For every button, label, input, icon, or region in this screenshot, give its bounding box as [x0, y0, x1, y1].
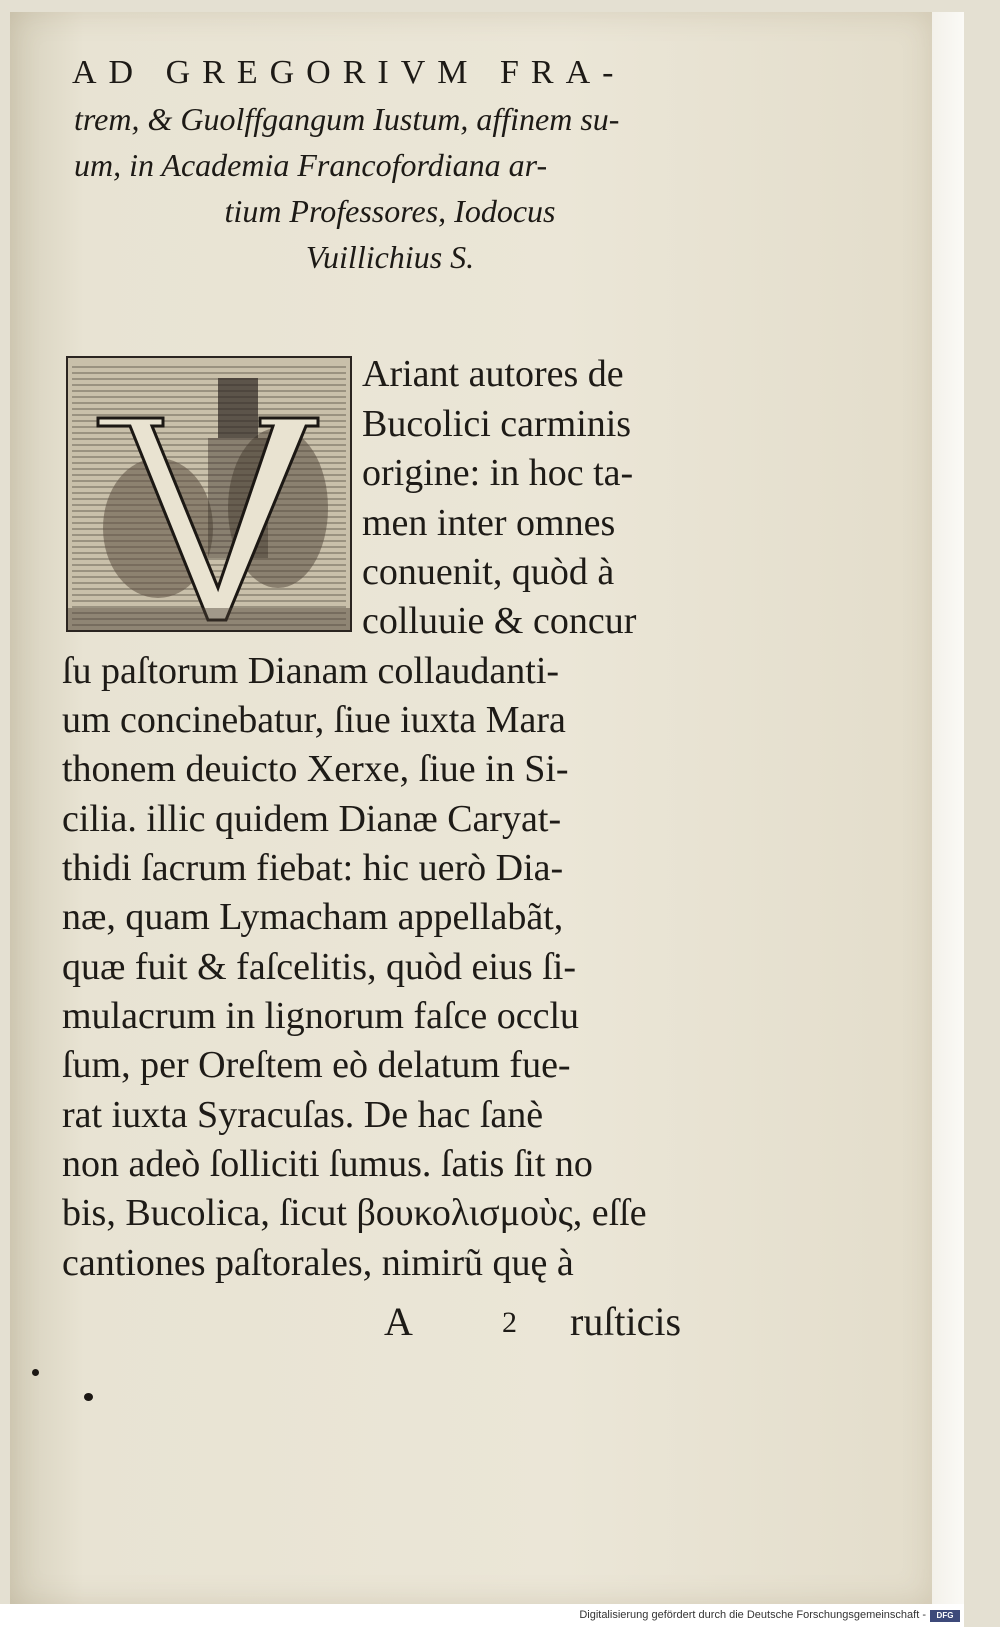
text-line-15: ſum, per Oreſtem eò delatum fue-	[62, 1044, 571, 1086]
text-line-4: men inter omnes	[362, 502, 616, 544]
woodcut-initial-v-image	[68, 358, 350, 630]
catchline	[62, 1298, 712, 1348]
text-line-14: mulacrum in lignorum faſce occlu	[62, 995, 580, 1037]
heading-line-2: trem, & Guolffgangum Iustum, affinem su-	[74, 101, 620, 137]
text-line-10: cilia. illic quidem Dianæ Caryat-	[62, 798, 562, 840]
text-line-1: Ariant autores de	[362, 353, 624, 395]
digitization-footer	[0, 1604, 964, 1627]
heading-line-4: tium Professores, Iodocus	[224, 193, 556, 229]
dedication-heading	[60, 50, 720, 280]
text-line-5: conuenit, quòd à	[362, 551, 615, 593]
heading-line-1: AD GREGORIVM FRA-	[72, 54, 626, 91]
text-line-2: Bucolici carminis	[362, 403, 632, 445]
heading-line-3: um, in Academia Francofordiana ar-	[74, 147, 548, 183]
signature-mark: A	[384, 1299, 413, 1344]
text-line-17: non adeò ſolliciti ſumus. ſatis ſit no	[62, 1143, 593, 1185]
text-line-11: thidi ſacrum fiebat: hic uerò Dia-	[62, 847, 564, 889]
text-line-6: colluuie & concur	[362, 600, 637, 642]
text-line-3: origine: in hoc ta-	[362, 452, 634, 494]
dfg-logo: DFG	[930, 1610, 960, 1622]
signature-number: 2	[502, 1306, 517, 1339]
footer-credit: Digitalisierung gefördert durch die Deutsche Forschungsgemeinschaft -	[579, 1609, 926, 1621]
heading-line-5: Vuillichius S.	[305, 239, 475, 275]
text-line-16: rat iuxta Syracuſas. De hac ſanè	[62, 1094, 544, 1136]
catchword: ruſticis	[570, 1299, 682, 1344]
text-line-9: thonem deuicto Xerxe, ſiue in Si-	[62, 748, 569, 790]
text-line-13: quæ fuit & faſcelitis, quòd eius ſi-	[62, 946, 576, 988]
page-edge	[932, 12, 964, 1604]
text-line-19: cantiones paſtorales, nimirũ quę à	[62, 1242, 574, 1284]
text-line-7: ſu paſtorum Dianam collaudanti-	[62, 650, 560, 692]
text-line-8: um concinebatur, ſiue iuxta Mara	[62, 699, 566, 741]
ink-speck	[32, 1369, 39, 1376]
woodcut-initial-v	[66, 356, 352, 632]
ink-speck	[84, 1393, 93, 1401]
text-line-12: næ, quam Lymacham appellabãt,	[62, 896, 564, 938]
text-line-18: bis, Bucolica, ſicut βουκολισμοὺς, eſſe	[62, 1192, 647, 1234]
